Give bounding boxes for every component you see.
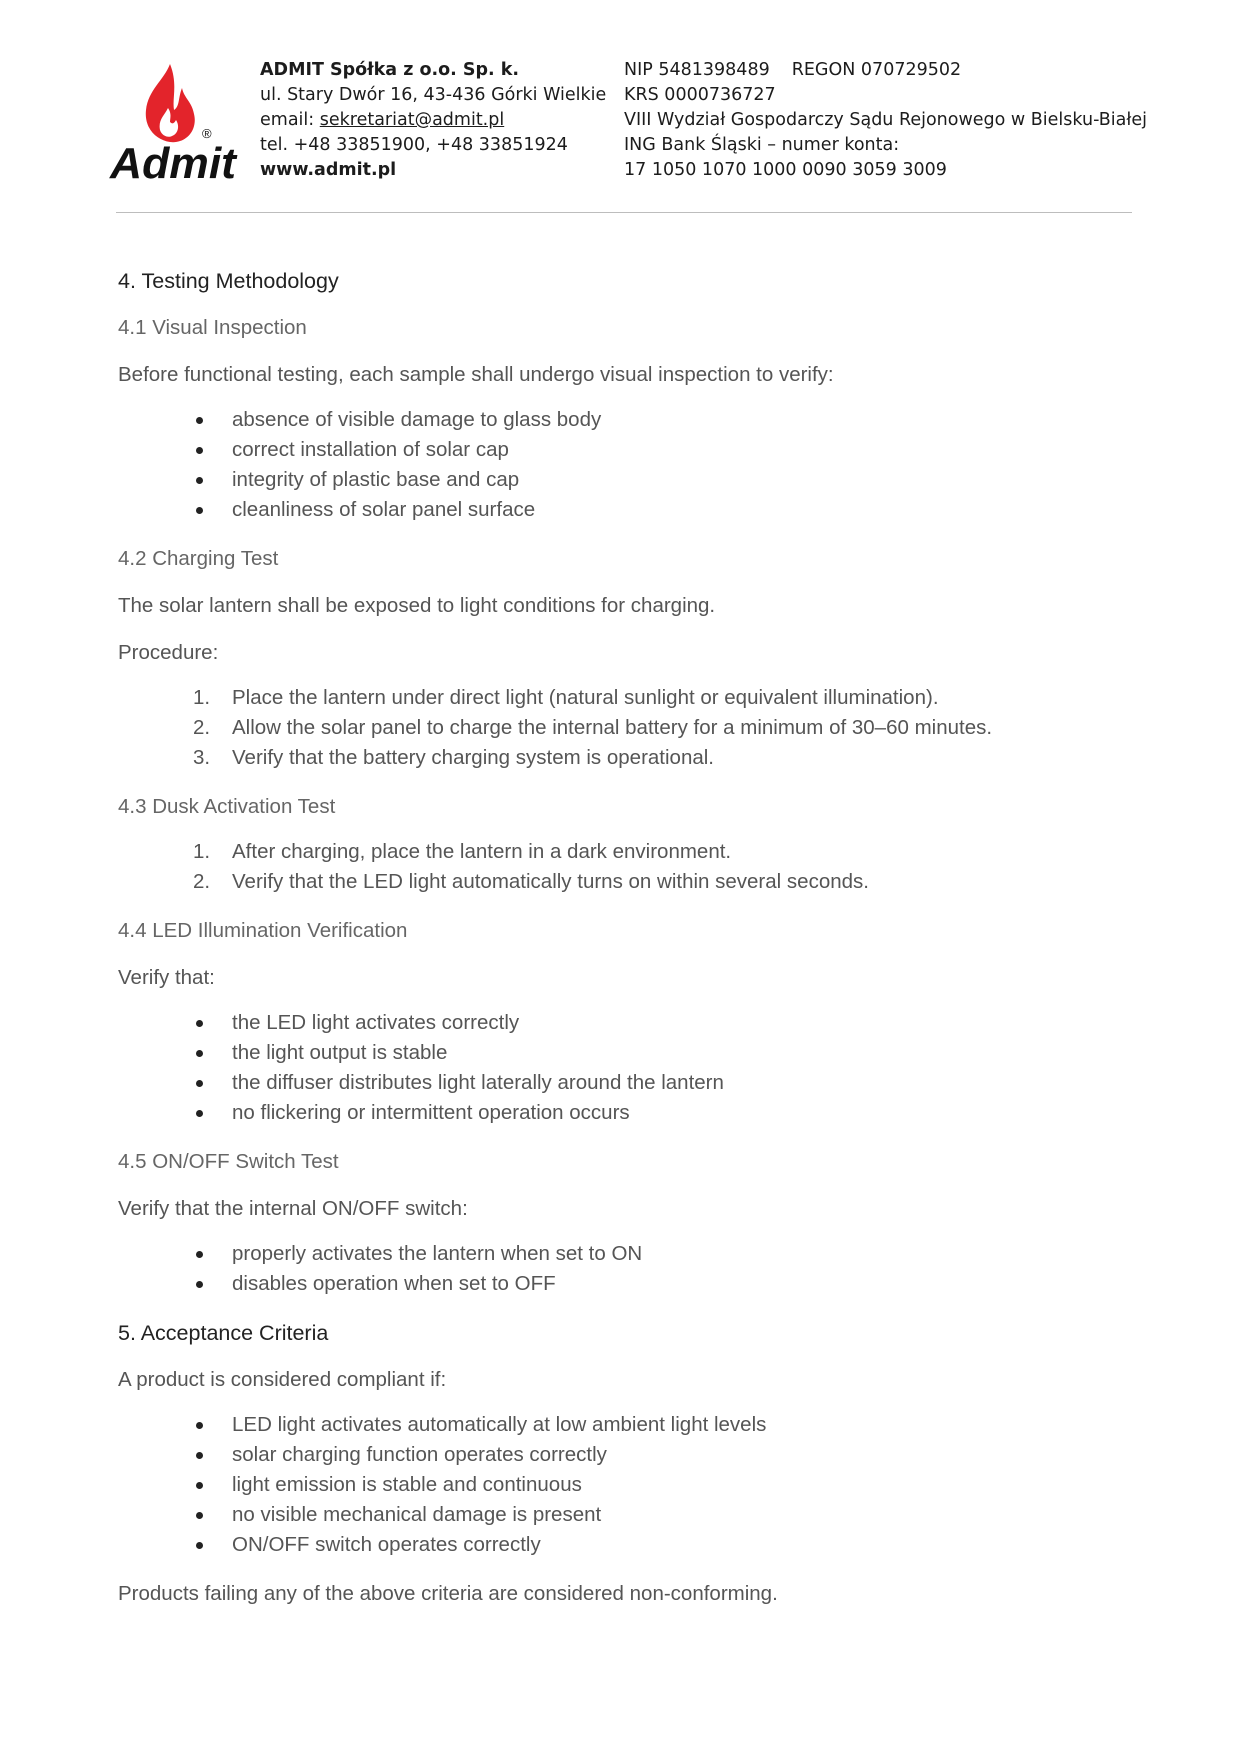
bullet-icon [196, 477, 203, 484]
company-website[interactable]: www.admit.pl [260, 160, 397, 180]
section-4-4-intro: Verify that: [118, 966, 215, 989]
bullet-icon [196, 1482, 203, 1489]
court-info: VIII Wydział Gospodarczy Sądu Rejonowego w Bielsku-Białej [624, 110, 1147, 130]
company-email-line [260, 108, 606, 133]
visual-inspection-list [118, 405, 1138, 542]
led-verification-list [118, 1008, 1138, 1145]
list-item: 3. Verify that the battery charging system is operational. [193, 746, 715, 769]
section-4-2-title: 4.2 Charging Test [118, 547, 279, 570]
header-divider [116, 212, 1132, 213]
section-4-1-intro: Before functional testing, each sample shall undergo visual inspection to verify: [118, 363, 834, 386]
bullet-icon [196, 1110, 203, 1117]
section-4-5-title: 4.5 ON/OFF Switch Test [118, 1150, 339, 1173]
section-5-title: 5. Acceptance Criteria [118, 1321, 329, 1345]
bullet-icon [196, 1020, 203, 1027]
section-4-5-intro: Verify that the internal ON/OFF switch: [118, 1197, 468, 1220]
bullet-icon [196, 1281, 203, 1288]
company-details [260, 58, 606, 183]
registered-mark: ® [202, 126, 212, 141]
list-item: properly activates the lantern when set to ON [118, 1239, 1138, 1269]
bullet-icon [196, 1080, 203, 1087]
list-item: 2. Verify that the LED light automatically turns on within several seconds. [193, 870, 869, 893]
list-item: 1. Place the lantern under direct light (natural sunlight or equivalent illumination). [193, 686, 939, 709]
list-item: LED light activates automatically at low ambient light levels [118, 1410, 1138, 1440]
email-label: email: [260, 110, 315, 130]
list-item: no visible mechanical damage is present [118, 1500, 1138, 1530]
list-item: absence of visible damage to glass body [118, 405, 1138, 435]
procedure-label: Procedure: [118, 641, 219, 664]
list-item: correct installation of solar cap [118, 435, 1138, 465]
nip-regon-line [624, 58, 1147, 83]
section-4-2-intro: The solar lantern shall be exposed to light conditions for charging. [118, 594, 716, 617]
list-item: the LED light activates correctly [118, 1008, 1138, 1038]
section-5-intro: A product is considered compliant if: [118, 1368, 447, 1391]
bullet-icon [196, 1512, 203, 1519]
company-phone: tel. +48 33851900, +48 33851924 [260, 135, 568, 155]
regon-number: REGON 070729502 [791, 60, 962, 80]
company-logo [108, 62, 240, 184]
bullet-icon [196, 447, 203, 454]
switch-test-list [118, 1239, 1138, 1316]
list-item: solar charging function operates correctly [118, 1440, 1138, 1470]
nip-number: NIP 5481398489 [624, 60, 770, 80]
closing-statement: Products failing any of the above criteria are considered non-conforming. [118, 1582, 778, 1605]
list-item: light emission is stable and continuous [118, 1470, 1138, 1500]
dusk-activation-list [118, 837, 1138, 914]
bullet-icon [196, 1542, 203, 1549]
list-item: no flickering or intermittent operation occurs [118, 1098, 1138, 1128]
bullet-icon [196, 1452, 203, 1459]
acceptance-criteria-list [118, 1410, 1138, 1577]
company-name: ADMIT Spółka z o.o. Sp. k. [260, 60, 520, 80]
bank-account: 17 1050 1070 1000 0090 3059 3009 [624, 160, 947, 180]
section-4-4-title: 4.4 LED Illumination Verification [118, 919, 408, 942]
bullet-icon [196, 507, 203, 514]
bullet-icon [196, 1422, 203, 1429]
list-item: ON/OFF switch operates correctly [118, 1530, 1138, 1560]
document-body [118, 264, 1138, 1624]
bank-info: ING Bank Śląski – numer konta: [624, 135, 900, 155]
list-item: 1. After charging, place the lantern in a dark environment. [193, 840, 732, 863]
charging-procedure-list [118, 683, 1138, 790]
bullet-icon [196, 417, 203, 424]
list-item: disables operation when set to OFF [118, 1269, 1138, 1299]
list-item: 2. Allow the solar panel to charge the internal battery for a minimum of 30–60 minutes. [193, 716, 993, 739]
registry-details [624, 58, 1147, 183]
list-item: the light output is stable [118, 1038, 1138, 1068]
flame-icon [108, 62, 240, 184]
list-item: the diffuser distributes light laterally around the lantern [118, 1068, 1138, 1098]
bullet-icon [196, 1050, 203, 1057]
email-link[interactable]: sekretariat@admit.pl [319, 110, 505, 130]
list-item: integrity of plastic base and cap [118, 465, 1138, 495]
section-4-title: 4. Testing Methodology [118, 269, 339, 293]
list-item: cleanliness of solar panel surface [118, 495, 1138, 525]
krs-number: KRS 0000736727 [624, 85, 776, 105]
section-4-3-title: 4.3 Dusk Activation Test [118, 795, 336, 818]
section-4-1-title: 4.1 Visual Inspection [118, 316, 307, 339]
bullet-icon [196, 1251, 203, 1258]
company-address: ul. Stary Dwór 16, 43-436 Górki Wielkie [260, 85, 607, 105]
logo-wordmark: Admit [108, 139, 239, 184]
